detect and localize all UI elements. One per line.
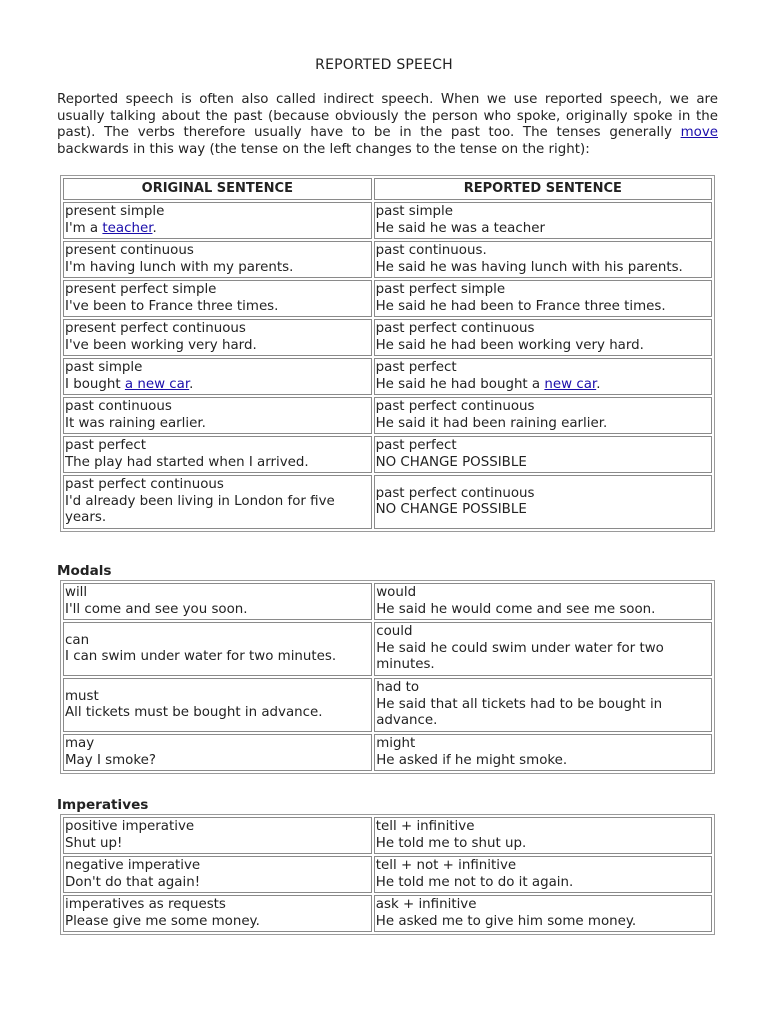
table-row <box>63 817 712 854</box>
tense-name: present continuous <box>65 243 194 258</box>
sentence-text: . <box>189 376 194 392</box>
example-sentence: I'm having lunch with my parents. <box>65 259 294 275</box>
sentence-text: He said he had bought a <box>375 376 545 392</box>
tense-name: past perfect continuous <box>375 485 535 501</box>
original-cell <box>63 280 372 317</box>
modal-name: must <box>65 688 99 704</box>
example-sentence: He said that all tickets had to be bought in advance. <box>376 696 663 729</box>
table-row <box>63 397 712 434</box>
reported-cell <box>374 475 712 529</box>
reported-cell <box>374 358 712 395</box>
intro-paragraph <box>57 92 718 158</box>
reported-cell <box>374 856 712 893</box>
example-sentence: He said he was having lunch with his parents. <box>375 259 683 275</box>
reported-cell <box>374 319 712 356</box>
move-link[interactable]: move <box>680 125 718 140</box>
reported-cell <box>374 280 712 317</box>
original-cell <box>63 475 372 529</box>
table-row <box>63 895 712 932</box>
example-sentence: He told me not to do it again. <box>375 874 574 890</box>
tense-name: past perfect simple <box>375 282 506 297</box>
table-header-row <box>63 178 712 200</box>
original-cell <box>63 734 372 771</box>
reported-cell <box>374 678 712 732</box>
example-sentence: He asked if he might smoke. <box>376 752 568 768</box>
reported-cell <box>374 622 712 676</box>
example-sentence: He said he had been working very hard. <box>375 337 644 353</box>
table-row <box>63 202 712 239</box>
reported-cell <box>374 202 712 239</box>
table-row <box>63 678 712 732</box>
table-row <box>63 475 712 529</box>
header-reported: REPORTED SENTENCE <box>374 178 712 200</box>
tense-name: present perfect simple <box>65 282 217 297</box>
example-sentence: I've been to France three times. <box>65 298 279 314</box>
a-new-car-link[interactable]: a new car <box>124 376 190 392</box>
table-row <box>63 583 712 620</box>
sentence-text: . <box>596 376 601 392</box>
new-car-link[interactable]: new car <box>544 376 597 392</box>
sentence-text: . <box>152 220 157 236</box>
example-sentence: He told me to shut up. <box>375 835 527 851</box>
tense-name: present simple <box>65 204 165 219</box>
example-sentence: May I smoke? <box>65 752 156 768</box>
imperatives-table <box>60 814 715 935</box>
reported-cell <box>374 817 712 854</box>
original-cell <box>63 583 372 620</box>
tense-name: past perfect continuous <box>65 477 224 493</box>
tense-name: present perfect continuous <box>65 321 246 336</box>
imperative-type: ask + infinitive <box>375 897 477 912</box>
example-sentence <box>65 221 371 238</box>
original-cell <box>63 856 372 893</box>
reported-cell <box>374 734 712 771</box>
example-sentence: I've been working very hard. <box>65 337 257 353</box>
original-cell <box>63 678 372 732</box>
original-cell <box>63 358 372 395</box>
example-sentence: He said he could swim under water for two minutes. <box>376 640 664 673</box>
example-sentence: I'd already been living in London for five years. <box>65 493 335 526</box>
table-row <box>63 241 712 278</box>
reported-cell <box>374 583 712 620</box>
reported-cell <box>374 241 712 278</box>
modal-name: had to <box>376 680 420 696</box>
header-original: ORIGINAL SENTENCE <box>63 178 372 200</box>
original-cell <box>63 202 372 239</box>
modal-name: would <box>376 585 417 600</box>
original-cell <box>63 895 372 932</box>
reported-cell <box>374 895 712 932</box>
example-sentence: The play had started when I arrived. <box>65 454 309 470</box>
imperatives-heading: Imperatives <box>57 797 149 813</box>
example-sentence: He said he had been to France three times. <box>375 298 666 314</box>
example-sentence: He said he would come and see me soon. <box>376 601 656 617</box>
tense-name: past perfect <box>375 360 457 375</box>
original-cell <box>63 817 372 854</box>
tense-name: past continuous. <box>375 243 487 258</box>
table-row <box>63 734 712 771</box>
tense-name: past perfect continuous <box>375 321 535 336</box>
example-sentence: He asked me to give him some money. <box>375 913 637 929</box>
original-cell <box>63 241 372 278</box>
modal-name: may <box>65 736 95 751</box>
table-row <box>63 319 712 356</box>
modal-name: might <box>376 736 416 751</box>
imperative-type: tell + infinitive <box>375 819 475 834</box>
tense-name: past perfect <box>65 438 146 453</box>
example-sentence: I can swim under water for two minutes. <box>65 649 337 664</box>
example-sentence: He said it had been raining earlier. <box>375 415 608 431</box>
table-row <box>63 436 712 473</box>
imperative-type: imperatives as requests <box>65 897 226 912</box>
original-cell <box>63 622 372 676</box>
example-sentence <box>376 377 711 394</box>
example-sentence: NO CHANGE POSSIBLE <box>375 502 527 517</box>
intro-text-2: backwards in this way (the tense on the left changes to the tense on the right): <box>57 141 590 157</box>
tense-name: past continuous <box>65 399 172 414</box>
imperative-type: positive imperative <box>65 819 195 834</box>
table-row <box>63 358 712 395</box>
tenses-table <box>60 175 715 532</box>
modals-table <box>60 580 715 774</box>
table-row <box>63 622 712 676</box>
example-sentence: NO CHANGE POSSIBLE <box>375 454 527 470</box>
original-cell <box>63 436 372 473</box>
reported-cell <box>374 436 712 473</box>
reported-cell <box>374 397 712 434</box>
modals-heading: Modals <box>57 563 112 579</box>
page-title: REPORTED SPEECH <box>315 57 453 73</box>
teacher-link[interactable]: teacher <box>102 220 153 236</box>
original-cell <box>63 397 372 434</box>
example-sentence: Don't do that again! <box>65 874 201 890</box>
example-sentence: Shut up! <box>65 835 123 851</box>
example-sentence: I'll come and see you soon. <box>65 601 248 617</box>
example-sentence <box>65 377 371 394</box>
imperative-type: negative imperative <box>65 858 201 873</box>
intro-text-1: Reported speech is often also called indirect speech. When we use reported speech, we are usually talking about the past (because obviously the person who spoke, originally spoke in the past). The verbs therefore usually have to be in the past too. The tenses generally <box>57 92 718 140</box>
modal-name: could <box>376 624 413 640</box>
modal-name: can <box>65 632 90 648</box>
example-sentence: It was raining earlier. <box>65 415 206 431</box>
tense-name: past perfect continuous <box>375 399 535 414</box>
tense-name: past perfect <box>375 438 457 453</box>
tense-name: past simple <box>65 360 143 375</box>
example-sentence: Please give me some money. <box>65 913 260 929</box>
imperative-type: tell + not + infinitive <box>375 858 517 873</box>
sentence-text: I bought <box>65 376 125 392</box>
table-row <box>63 280 712 317</box>
example-sentence: He said he was a teacher <box>375 220 545 236</box>
table-row <box>63 856 712 893</box>
original-cell <box>63 319 372 356</box>
example-sentence: All tickets must be bought in advance. <box>65 705 323 720</box>
sentence-text: I'm a <box>65 220 103 236</box>
modal-name: will <box>65 585 88 600</box>
tense-name: past simple <box>375 204 453 219</box>
